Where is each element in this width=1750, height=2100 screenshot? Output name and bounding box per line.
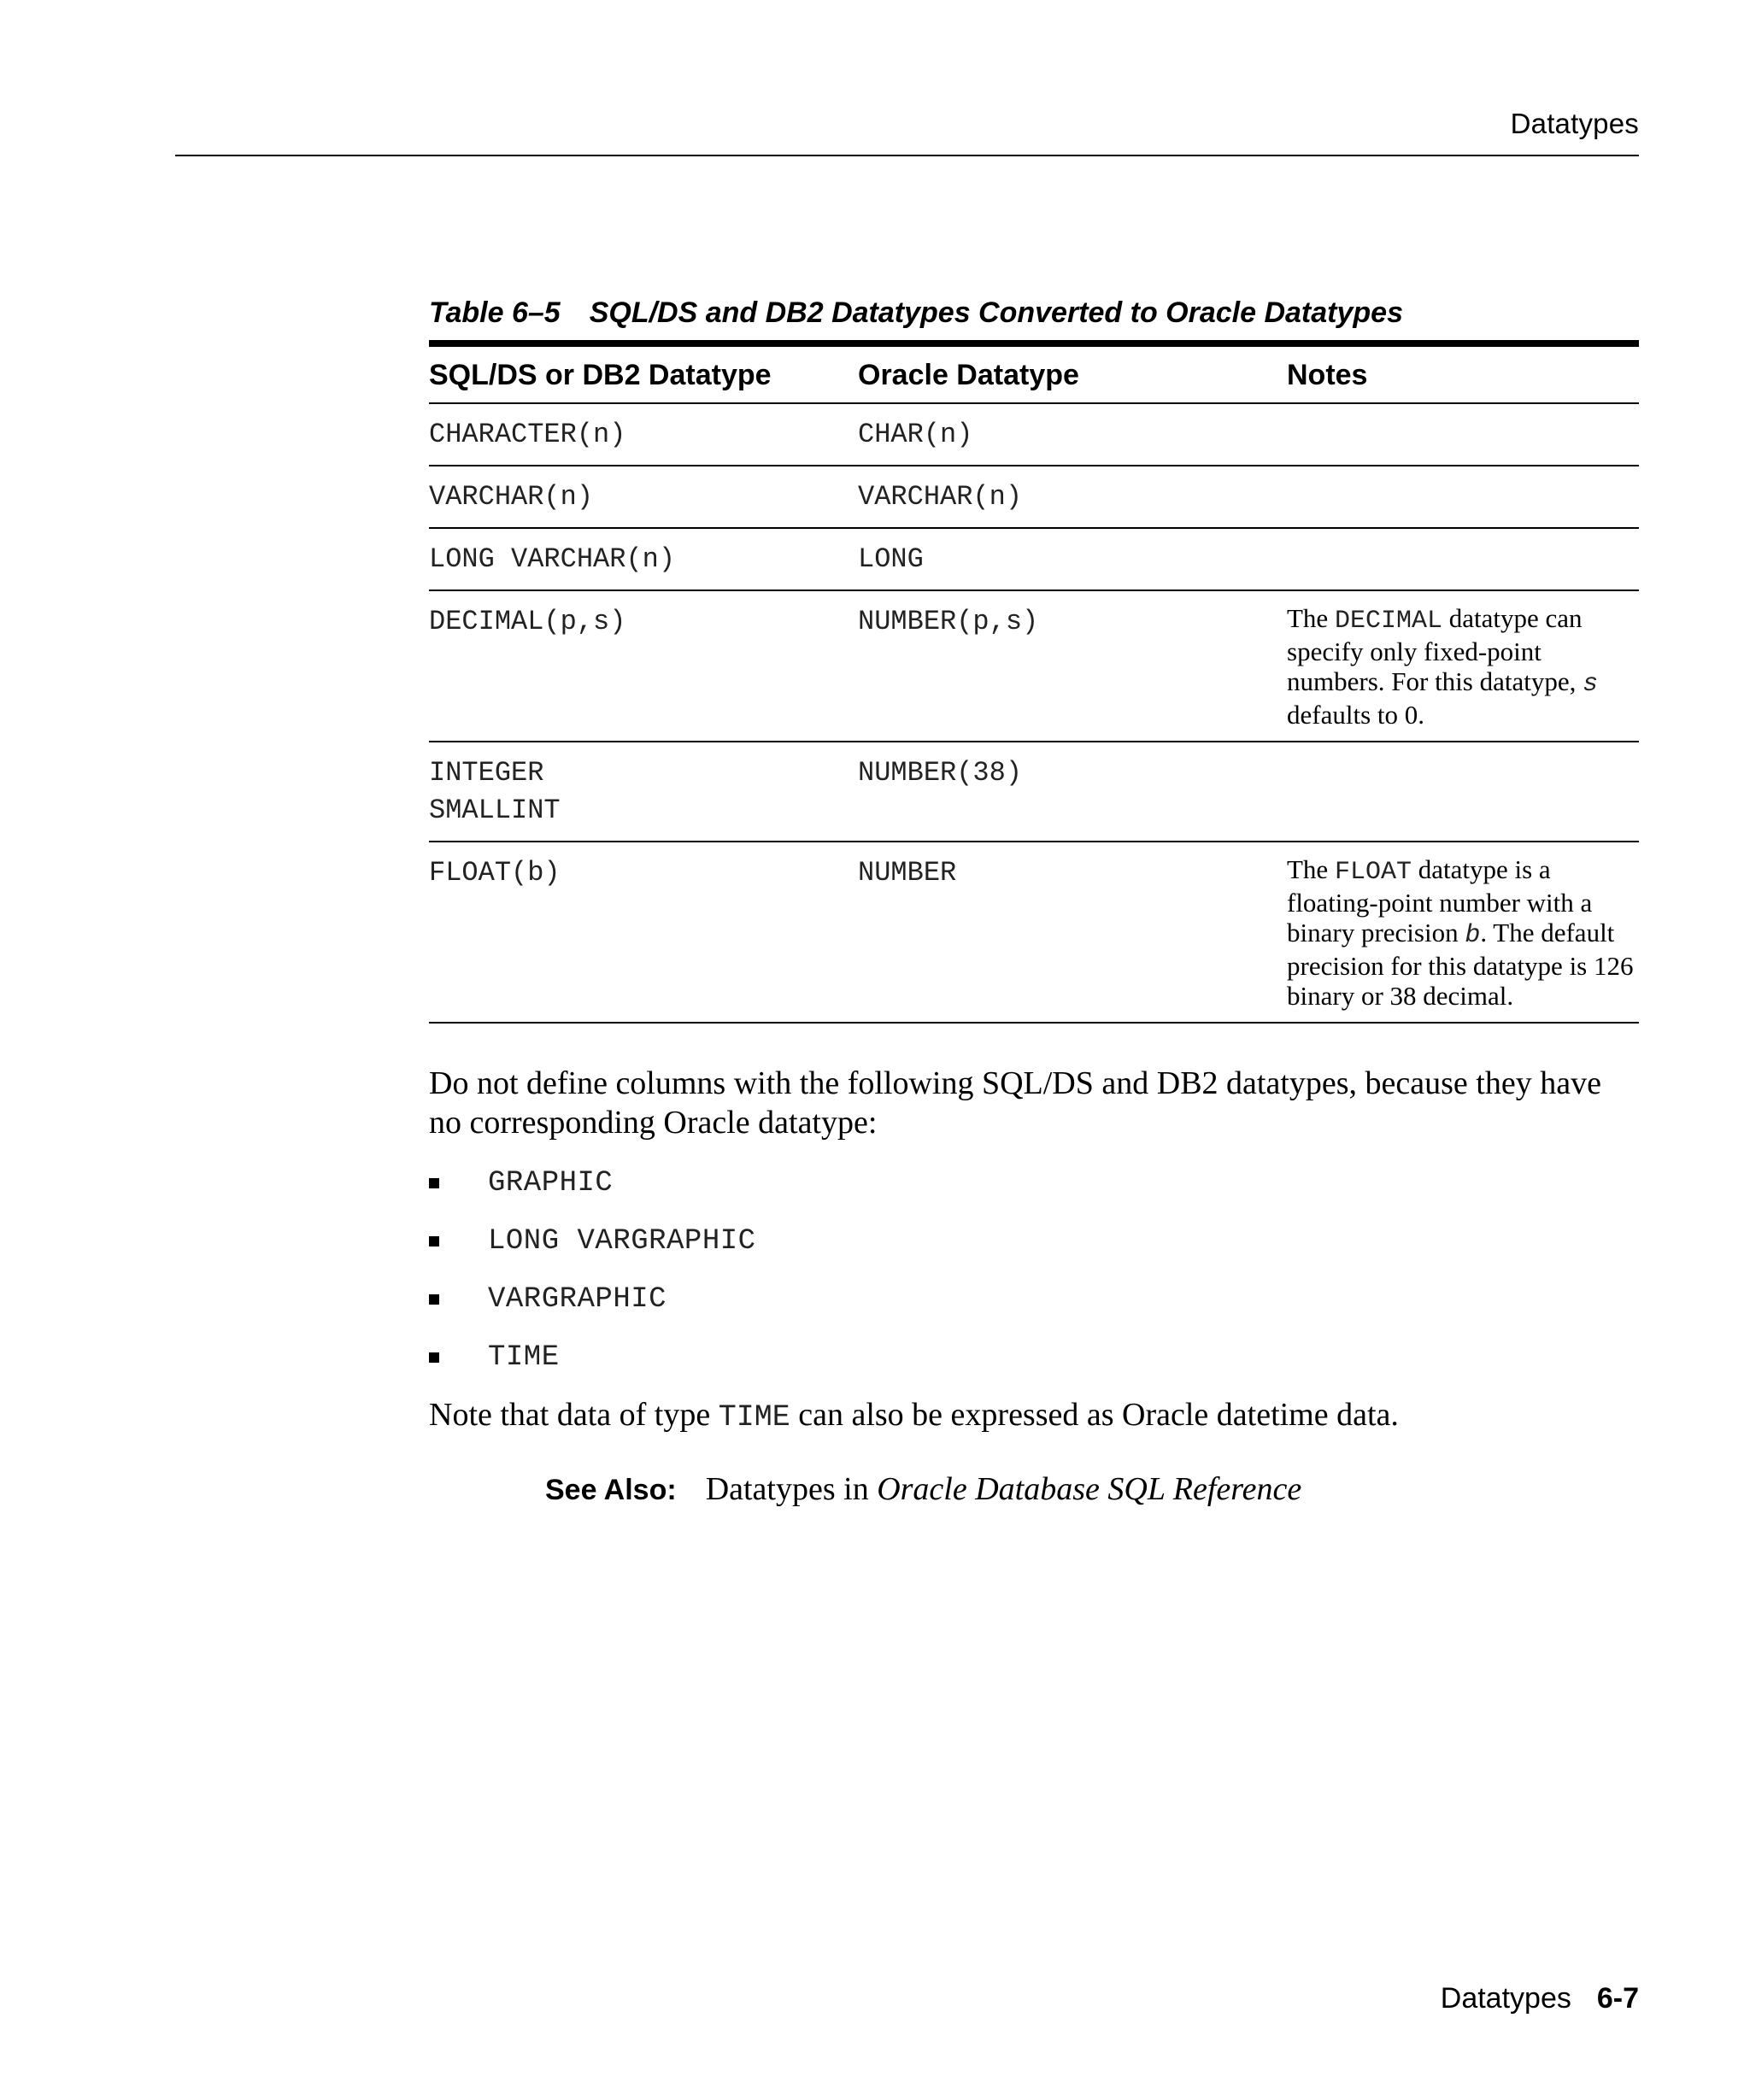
see-also-text: Datatypes in: [705, 1471, 878, 1507]
oracle-type: NUMBER(p,s): [858, 606, 1039, 637]
note-cell: [1287, 528, 1639, 590]
table-row: [429, 528, 1639, 590]
list-item: [429, 1280, 756, 1338]
note-text: . The default precision for this datatype is 126 binary or 38 decimal.: [1287, 918, 1634, 1011]
see-also: [545, 1469, 1301, 1510]
see-also-book-title: Oracle Database SQL Reference: [877, 1471, 1302, 1507]
note-variable: s: [1583, 670, 1599, 699]
list-item-text: VARGRAPHIC: [488, 1283, 667, 1316]
note-cell: [1287, 842, 1639, 1023]
column-header-notes: Notes: [1287, 343, 1639, 403]
table-header-row: [429, 343, 1639, 403]
table-row: [429, 742, 1639, 842]
header-rule: [175, 155, 1639, 156]
note-code: DECIMAL: [1334, 607, 1442, 636]
source-type: SMALLINT: [429, 795, 561, 826]
bullet-square-icon: [429, 1178, 439, 1188]
table-number: Table 6–5: [429, 296, 561, 329]
source-type: INTEGER: [429, 757, 544, 789]
bullet-square-icon: [429, 1236, 439, 1247]
note-text: The: [1287, 854, 1335, 884]
column-header-source: SQL/DS or DB2 Datatype: [429, 343, 858, 403]
note-cell: [1287, 590, 1639, 742]
intro-paragraph: Do not define columns with the following SQL/DS and DB2 datatypes, because they have no corresponding Oracle datatype:: [429, 1065, 1601, 1141]
note-text: datatype can specify only fixed-point numbers. For this datatype,: [1287, 603, 1583, 696]
unsupported-list: [429, 1164, 756, 1396]
column-header-oracle: Oracle Datatype: [858, 343, 1287, 403]
table-title: SQL/DS and DB2 Datatypes Converted to Oracle Datatypes: [589, 296, 1403, 329]
source-type: DECIMAL(p,s): [429, 606, 626, 637]
table-caption: [429, 296, 1403, 330]
list-item: [429, 1222, 756, 1280]
note-text: datatype is a floating-point number with a binary precision: [1287, 854, 1593, 947]
list-item-text: GRAPHIC: [488, 1167, 614, 1200]
time-note-text: can also be expressed as Oracle datetime data.: [790, 1397, 1399, 1433]
footer-section: Datatypes: [1440, 1982, 1571, 2015]
oracle-type: NUMBER: [858, 857, 957, 889]
oracle-type: LONG: [858, 543, 924, 575]
note-code: FLOAT: [1334, 858, 1412, 887]
list-item: [429, 1164, 756, 1222]
table-row: [429, 590, 1639, 742]
time-note-text: Note that data of type: [429, 1397, 719, 1433]
page-footer: [1441, 1982, 1639, 2015]
note-text: The: [1287, 603, 1335, 633]
oracle-type: CHAR(n): [858, 419, 973, 450]
note-variable: b: [1465, 921, 1481, 950]
time-note-code: TIME: [718, 1400, 790, 1434]
list-item-text: TIME: [488, 1341, 560, 1374]
source-type: CHARACTER(n): [429, 419, 626, 450]
source-type: VARCHAR(n): [429, 481, 594, 513]
see-also-label: See Also:: [545, 1474, 677, 1506]
note-cell: [1287, 742, 1639, 842]
time-note-paragraph: [429, 1395, 1639, 1437]
oracle-type: VARCHAR(n): [858, 481, 1023, 513]
oracle-type: NUMBER(38): [858, 757, 1023, 789]
running-head: Datatypes: [1510, 108, 1639, 139]
list-item-text: LONG VARGRAPHIC: [488, 1225, 756, 1258]
note-cell: [1287, 466, 1639, 528]
table-row: [429, 403, 1639, 466]
list-item: [429, 1338, 756, 1396]
source-type: LONG VARCHAR(n): [429, 543, 676, 575]
bullet-square-icon: [429, 1352, 439, 1363]
page-number: 6-7: [1596, 1982, 1639, 2015]
note-text: defaults to 0.: [1287, 700, 1424, 730]
source-type: FLOAT(b): [429, 857, 561, 889]
table-row: [429, 466, 1639, 528]
table-row: [429, 842, 1639, 1023]
bullet-square-icon: [429, 1294, 439, 1305]
datatype-table: [429, 340, 1639, 1024]
note-cell: [1287, 403, 1639, 466]
